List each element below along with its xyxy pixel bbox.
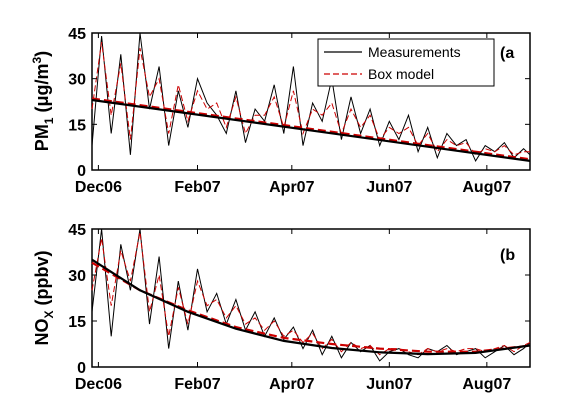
panel-a-ytick-label-30: 30 <box>68 71 86 89</box>
panel-a-xtick-label-apr07: Apr07 <box>269 179 315 196</box>
panel-b-ylabel-main: NO <box>32 318 52 346</box>
panel-b-xtick-label-apr07: Apr07 <box>269 376 315 393</box>
panel-b-ylabel-rest: (ppbv) <box>32 250 52 311</box>
panel-b-tag: (b <box>500 247 516 264</box>
panel-a-ylabel-sup: 3 <box>30 56 44 64</box>
legend <box>318 39 494 86</box>
panel-a-xtick-label-aug07: Aug07 <box>462 179 512 196</box>
panel-a-ylabel <box>30 51 56 151</box>
panel-a-ytick-label-15: 15 <box>68 117 86 135</box>
legend-entry-measurements: Measurements <box>368 44 461 60</box>
panel-a <box>30 26 530 196</box>
panel-a-ylabel-main: PM <box>32 124 52 152</box>
panel-b-ytick-label-30: 30 <box>68 268 86 285</box>
panel-a-tag: (a <box>500 45 515 62</box>
panel-b-xtick-label-jun07: Jun07 <box>366 376 413 393</box>
panel-a-xtick-label-jun07: Jun07 <box>366 179 413 196</box>
legend-entry-box-model: Box model <box>368 66 435 82</box>
panel-b-xtick-label-dec06: Dec06 <box>74 376 122 393</box>
panel-a-ylabel-rest: (μg/m <box>32 63 52 118</box>
panel-a-ytick-label-0: 0 <box>77 163 86 180</box>
panel-b-xtick-label-feb07: Feb07 <box>174 376 221 393</box>
panel-a-xtick-label-dec06: Dec06 <box>74 179 122 196</box>
panel-b-ylabel <box>32 250 56 345</box>
panel-b-ylabel-sub: X <box>42 310 56 319</box>
panel-a-ylabel-close: ) <box>32 50 52 57</box>
panel-a-ylabel-sub: 1 <box>42 117 56 125</box>
panel-b-ytick-label-45: 45 <box>68 222 86 239</box>
panel-a-xtick-label-feb07: Feb07 <box>174 179 221 196</box>
panel-b <box>32 222 530 393</box>
panel-a-ytick-label-45: 45 <box>68 26 86 43</box>
panel-b-xtick-label-aug07: Aug07 <box>462 376 512 393</box>
panel-b-ytick-label-15: 15 <box>68 314 86 331</box>
panel-b-ytick-label-0: 0 <box>77 360 86 377</box>
